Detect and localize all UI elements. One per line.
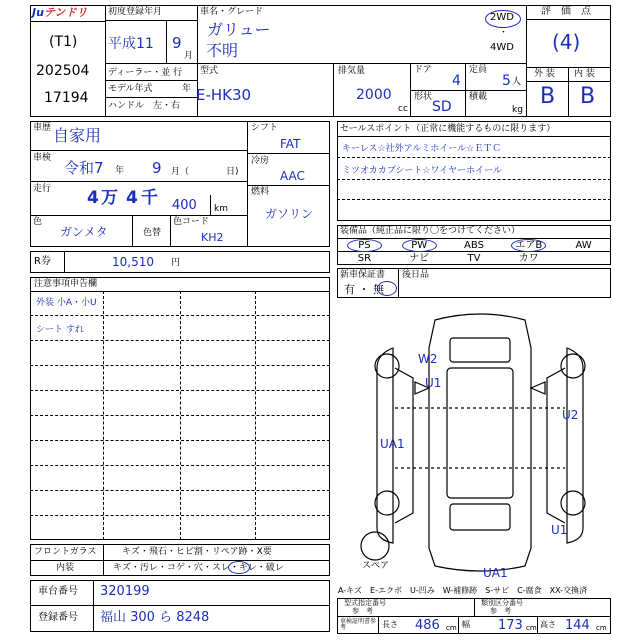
rating-score: (4) [552,30,581,54]
capacity-label: 定員 [469,65,488,75]
warranty-value: 有 ・ 無 [344,283,384,296]
inspection-label: 車検 [33,153,52,163]
shift-value: FAT [280,137,301,151]
inspection-year-unit: 年 [115,166,125,176]
category-sub: 参 考 [490,607,511,615]
height-unit: cm [596,624,607,632]
usage-label: 車歴 [33,123,52,133]
equipment-item: TV [467,253,481,264]
interior-mark-circle [228,561,250,574]
length-unit: cm [446,624,457,632]
inspection-day-unit: 日) [226,167,239,177]
shape-value: SD [432,99,452,115]
notes-line-1: 外装 小A・小U [36,298,97,308]
spare-label: スペア [362,561,390,571]
car-grade: 不明 [206,41,239,60]
width-label: 幅 [462,620,470,629]
height-label: 高さ [540,620,556,629]
mileage-value: 400 [172,198,197,213]
doors-value: 4 [452,73,461,89]
exterior-label: 外 装 [534,69,555,79]
type-designation-sub: 参 考 [352,607,373,615]
equipment-item: PW [411,240,428,251]
inspection-era: 令和7 [64,159,104,177]
mileage-label: 走行 [33,184,52,194]
recycle-value: 10,510 [112,255,154,269]
car-name: ガリュー [207,20,271,39]
capacity-value: 5 [502,73,511,89]
equipment-mark-circle [511,239,546,252]
chassis-label: 車台番号 [38,586,78,597]
color-code: KH2 [201,231,224,244]
color-change-label: 色替 [143,228,162,238]
handle-label: ハンドル 左・右 [108,101,181,111]
category-label: 類別区分番号 [481,599,523,607]
sales-point-2: ミツオカカブシート☆ワイヤーホイール [342,166,502,176]
notes-line-2: シート すれ [36,325,84,335]
notes-label: 注意事項申告欄 [34,279,98,289]
load-label: 積載 [469,92,488,102]
drive-4wd: 4WD [490,42,514,53]
windshield-label: フロントガラス [34,547,97,557]
equipment-label: 装備品（純正品に限り〇をつけてください） [340,226,521,236]
equipment-mark-circle [347,239,382,252]
lot-number: 17194 [44,90,89,106]
equipment-item: カワ [518,253,539,264]
model-year-label: モデル年式 [108,84,153,94]
drive-2wd: 2WD [490,12,514,23]
damage-u2: U2 [562,408,579,422]
fuel-label: 燃料 [251,187,270,197]
damage-w2: W2 [418,352,438,366]
interior-row-label: 内装 [56,563,75,573]
usage-value: 自家用 [53,126,102,145]
damage-u1-top: U1 [425,376,442,390]
capacity-unit: 人 [512,77,522,87]
aircon-value: AAC [280,169,305,183]
warranty-label: 新車保証書 [340,270,386,280]
rating-label: 評 価 点 [541,6,591,17]
equipment-item: PS [358,240,371,251]
aircon-label: 冷房 [251,156,270,166]
mileage-sen-unit: 千 [141,188,158,208]
notes-column-guide [255,291,256,540]
vehicle-cert-label: 車検証明書参 考 [340,618,383,631]
interior-grade: B [580,84,596,109]
registration-value: 福山 300 ら 8248 [100,610,210,625]
length-value: 486 [415,618,440,633]
first-reg-month: 9 [172,34,182,52]
first-reg-era: 平成11 [108,36,154,52]
damage-u1-bottom: U1 [551,523,568,537]
color-code-label: 色コード [173,217,210,227]
lot-code: (T1) [49,34,78,50]
windshield-items: キズ・飛石・ヒビ割・リペア跡・X要 [122,547,272,557]
damage-a1-bottom: UA1 [483,566,508,580]
shape-label: 形状 [414,92,433,102]
mileage-sen: 4 [126,188,138,208]
recycle-label: R券 [34,256,51,267]
auction-logo: Juテンドリ [32,6,88,19]
model-label: 型式 [200,66,219,76]
exterior-grade: B [540,84,556,109]
service-label: 後日品 [402,270,430,280]
sales-points-label: セールスポイント（正常に機能するものに限ります） [340,124,556,134]
equipment-item: ナビ [409,253,430,264]
chassis-value: 320199 [100,584,150,599]
length-label: 長さ [382,620,398,629]
height-value: 144 [565,618,590,633]
notes-column-guide [103,291,104,540]
damage-legend: A-キズ E-エクボ U-凹み W-補修跡 S-サビ C-腐食 XX-交換済 [338,586,588,595]
equipment-item: SR [357,253,372,264]
notes-column-guide [180,291,181,540]
mileage-man-unit: 万 [101,188,118,208]
interior-label: 内 装 [574,69,595,79]
displacement-label: 排気量 [338,66,366,76]
doors-label: ドア [414,65,432,75]
displacement-value: 2000 [356,87,392,103]
model-value: E-HK30 [196,86,252,104]
mileage-man: 4 [87,188,99,208]
first-reg-month-unit: 月 [184,51,194,61]
equipment-item: AW [575,240,592,251]
width-unit: cm [526,624,537,632]
equipment-item: エアB [515,240,543,251]
color-label: 色 [33,217,43,227]
drive-dot: ・ [499,28,509,38]
type-designation-label: 型式指定番号 [344,599,386,607]
first-reg-label: 初度登録年月 [108,7,163,17]
car-name-label: 車名・グレード [200,7,264,17]
fuel-value: ガソリン [265,207,314,221]
lot-date: 202504 [36,63,90,79]
inspection-month: 9 [152,159,162,177]
displacement-unit: cc [398,104,408,114]
load-unit: kg [512,105,523,115]
damage-a1-left: UA1 [380,437,405,451]
warranty-mark-circle [377,281,397,296]
inspection-month-unit: 月（ [171,167,190,177]
color-value: ガンメタ [60,225,108,239]
model-year-unit: 年 [182,84,192,94]
dealer-label: ディーラー・並 行 [108,68,183,78]
equipment-mark-circle [402,239,437,252]
interior-row-items: キズ・汚レ・コゲ・穴・スレ・キレ・破レ [113,563,284,573]
registration-label: 登録番号 [38,612,78,623]
recycle-unit: 円 [171,258,181,268]
mileage-unit: km [214,204,228,214]
sales-point-1: キーレス☆社外アルミホイール☆ＥＴＣ [342,144,502,154]
equipment-item: ABS [464,240,484,251]
width-value: 173 [498,618,523,633]
shift-label: シフト [251,123,279,133]
